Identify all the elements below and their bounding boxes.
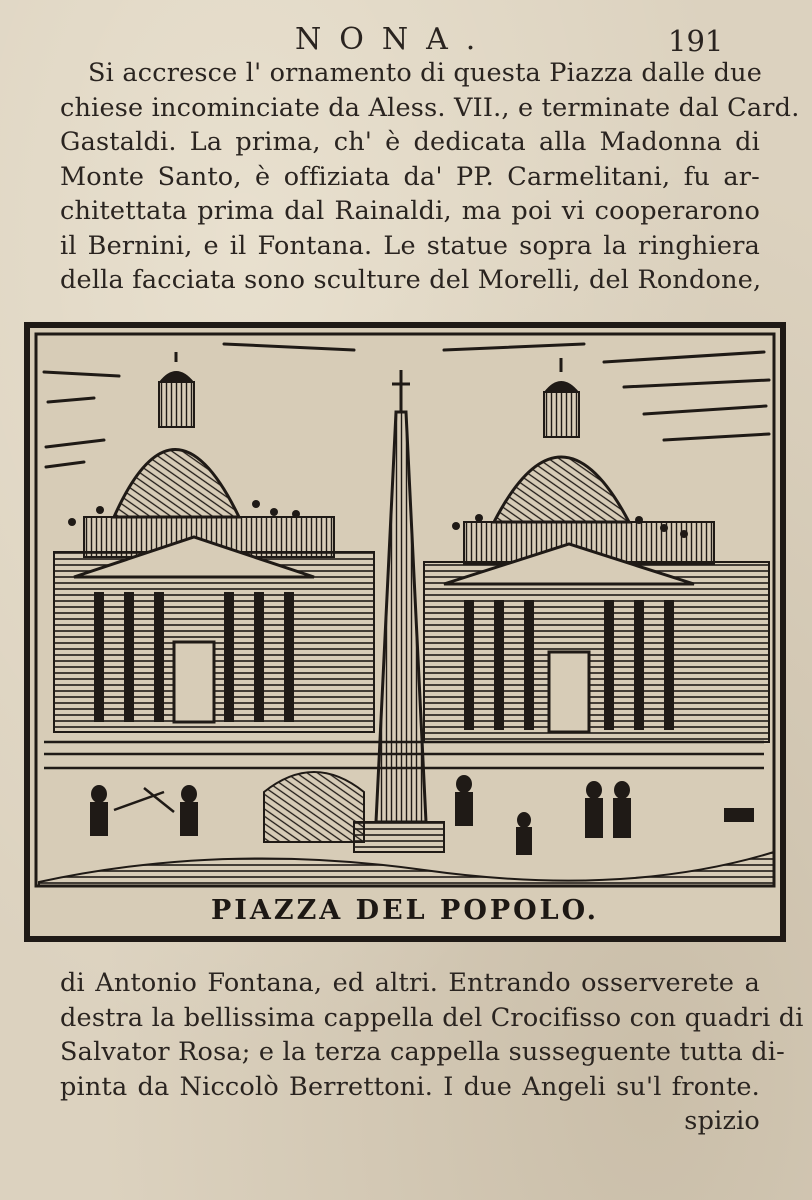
- text-line: chiese incominciate da Aless. VII., e terminate dal Card.: [60, 92, 800, 123]
- text-line: Salvator Rosa; e la terza cappella susseguente tutta di-: [60, 1037, 785, 1067]
- piazza-del-popolo-woodcut: [24, 322, 786, 942]
- text-line: pinta da Niccolò Berrettoni. I due Angeli su'l fronte.: [60, 1071, 760, 1102]
- page-number: 191: [668, 24, 724, 58]
- text-line: il Bernini, e il Fontana. Le statue sopra la ringhiera: [60, 230, 760, 261]
- text-line: della facciata sono sculture del Morelli, del Rondone,: [60, 265, 762, 295]
- woodcut-illustration: [24, 322, 786, 942]
- text-line: chitettata prima dal Rainaldi, ma poi vi cooperarono: [60, 196, 760, 226]
- text-line: di Antonio Fontana, ed altri. Entrando osserverete a: [60, 968, 760, 998]
- text-line: Si accresce l' ornamento di questa Piazza dalle due: [88, 58, 763, 88]
- paragraph-bottom: [60, 966, 804, 1139]
- page-header: [0, 18, 812, 58]
- text-line: Gastaldi. La prima, ch' è dedicata alla Madonna di: [60, 127, 760, 157]
- text-line: spizio: [684, 1106, 760, 1136]
- paragraph-top: [60, 56, 800, 298]
- illustration-caption: PIAZZA DEL POPOLO.: [211, 895, 599, 926]
- running-head: NONA.: [295, 22, 494, 57]
- text-line: Monte Santo, è offiziata da' PP. Carmelitani, fu ar-: [60, 161, 760, 192]
- text-line: destra la bellissima cappella del Crocifisso con quadri di: [60, 1002, 804, 1033]
